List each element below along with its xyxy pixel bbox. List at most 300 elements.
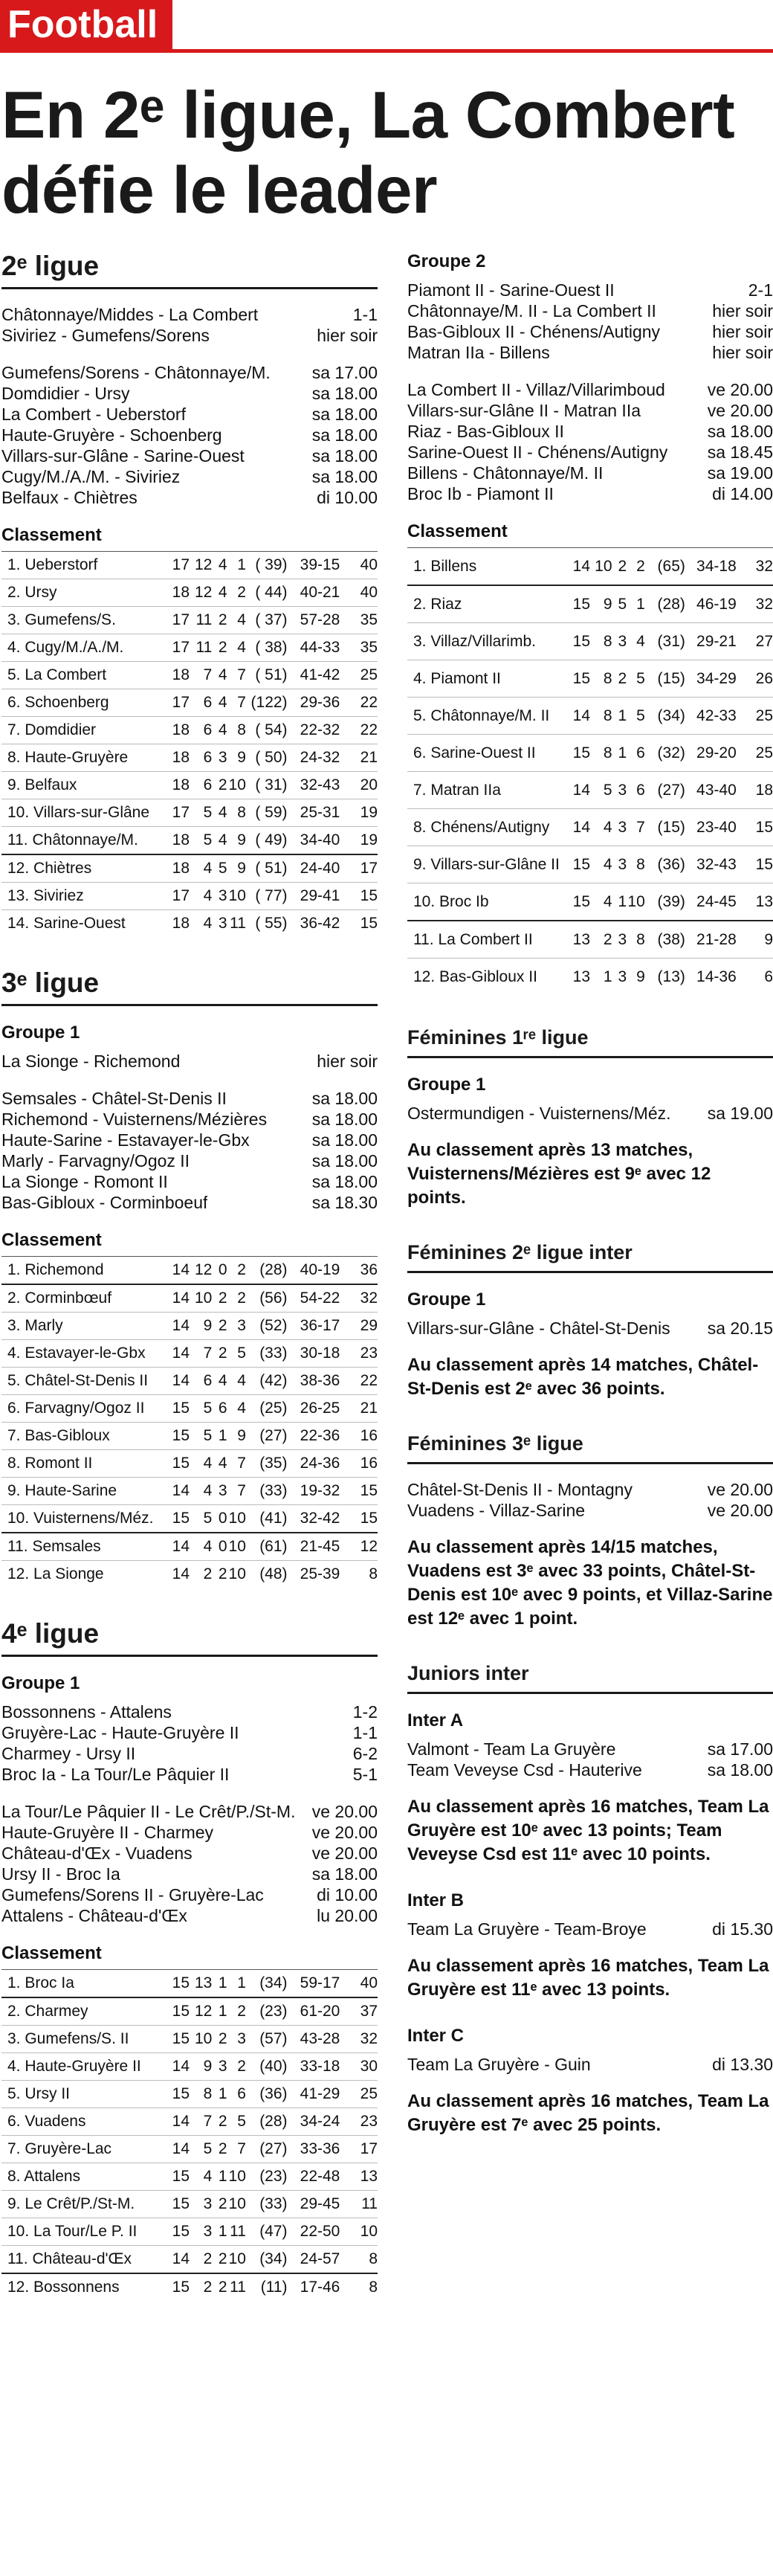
match-row (1, 1764, 378, 1785)
losses-cell: 9 (627, 959, 645, 996)
draws-cell: 4 (212, 579, 227, 607)
points-cell: 15 (340, 1478, 378, 1505)
draws-cell: 3 (612, 846, 627, 883)
fairplay-cell: (122) (246, 689, 288, 717)
fem1-title: Féminines 1ʳᵉ ligue (407, 1026, 589, 1049)
losses-cell: 2 (227, 579, 246, 607)
goals-cell: 22-50 (288, 2218, 340, 2246)
goals-cell: 41-29 (288, 2081, 340, 2108)
table-row (1, 1505, 378, 1533)
losses-cell: 10 (227, 2246, 246, 2274)
losses-cell: 8 (627, 921, 645, 959)
goals-cell: 24-32 (288, 744, 340, 772)
table-row (407, 585, 773, 623)
losses-cell: 7 (627, 809, 645, 846)
team-cell: 8. Attalens (1, 2163, 167, 2191)
match-teams: Haute-Gruyère - Schoenberg (1, 425, 222, 445)
standing-note: Au classement après 14 matches, Châtel-St-Denis est 2ᵉ avec 36 points. (407, 1355, 759, 1399)
groupe2-section (407, 250, 773, 995)
table-row (1, 2026, 378, 2053)
match-row (1, 404, 378, 425)
fairplay-cell: (36) (645, 846, 685, 883)
wins-cell: 12 (190, 552, 212, 579)
table-row (1, 854, 378, 883)
draws-cell: 4 (212, 717, 227, 744)
team-cell: 8. Romont II (1, 1450, 167, 1478)
goals-cell: 33-18 (288, 2053, 340, 2081)
played-cell: 18 (167, 854, 190, 883)
played-cell: 15 (167, 2191, 190, 2218)
goals-cell: 38-36 (288, 1368, 340, 1395)
team-cell: 11. Château-d'Œx (1, 2246, 167, 2274)
team-cell: 5. Châtonnaye/M. II (407, 698, 568, 735)
fairplay-cell: ( 77) (246, 883, 288, 910)
points-cell: 25 (340, 662, 378, 689)
team-cell: 11. Semsales (1, 1533, 167, 1561)
ligue4-title: 4ᵉ ligue (1, 1618, 100, 1649)
team-cell: 9. Le Crêt/P./St-M. (1, 2191, 167, 2218)
rubric-rule (0, 49, 773, 53)
match-row (1, 1150, 378, 1171)
goals-cell: 30-18 (288, 1340, 340, 1368)
points-cell: 27 (737, 623, 773, 660)
draws-cell: 2 (212, 634, 227, 662)
results-list (1, 304, 378, 346)
match-result: ve 20.00 (707, 1501, 773, 1520)
losses-cell: 4 (227, 607, 246, 634)
team-cell: 2. Riaz (407, 585, 568, 623)
team-cell: 10. La Tour/Le P. II (1, 2218, 167, 2246)
match-teams: Châtel-St-Denis II - Montagny (407, 1480, 633, 1499)
wins-cell: 11 (190, 634, 212, 662)
match-result: sa 17.00 (311, 363, 378, 382)
points-cell: 23 (340, 2108, 378, 2136)
match-result: sa 18.00 (311, 384, 378, 403)
match-teams: Piamont II - Sarine-Ouest II (407, 280, 615, 300)
section-rule (407, 1692, 773, 1694)
match-teams: Villars-sur-Glâne II - Matran IIa (407, 401, 641, 420)
wins-cell: 9 (190, 2053, 212, 2081)
played-cell: 18 (167, 744, 190, 772)
draws-cell: 2 (212, 2246, 227, 2274)
team-cell: 3. Gumefens/S. (1, 607, 167, 634)
losses-cell: 8 (627, 846, 645, 883)
match-result: ve 20.00 (311, 1823, 378, 1842)
losses-cell: 10 (227, 2163, 246, 2191)
match-result: sa 18.00 (311, 446, 378, 466)
losses-cell: 8 (227, 717, 246, 744)
fairplay-cell: (65) (645, 548, 685, 586)
fem2-section (407, 1240, 773, 1401)
points-cell: 19 (340, 827, 378, 855)
played-cell: 15 (568, 585, 590, 623)
left-column (1, 250, 378, 2331)
fairplay-cell: ( 50) (246, 744, 288, 772)
losses-cell: 7 (227, 689, 246, 717)
played-cell: 17 (167, 634, 190, 662)
team-cell: 7. Matran IIa (407, 772, 568, 809)
fairplay-cell: (39) (645, 883, 685, 921)
team-cell: 7. Gruyère-Lac (1, 2136, 167, 2163)
losses-cell: 11 (227, 910, 246, 938)
group-label: Groupe 1 (1, 1673, 80, 1693)
team-cell: 2. Ursy (1, 579, 167, 607)
losses-cell: 1 (227, 552, 246, 579)
table-row (1, 2136, 378, 2163)
match-result: di 10.00 (317, 1885, 378, 1904)
fixtures-list (407, 379, 773, 504)
goals-cell: 46-19 (685, 585, 737, 623)
match-row (407, 1103, 773, 1124)
match-teams: La Combert II - Villaz/Villarimboud (407, 380, 665, 399)
match-teams: Marly - Farvagny/Ogoz II (1, 1151, 190, 1171)
table-row (1, 2053, 378, 2081)
goals-cell: 24-36 (288, 1450, 340, 1478)
losses-cell: 10 (227, 883, 246, 910)
match-row (1, 1822, 378, 1843)
team-cell: 4. Estavayer-le-Gbx (1, 1340, 167, 1368)
goals-cell: 21-28 (685, 921, 737, 959)
table-row (1, 2246, 378, 2274)
losses-cell: 5 (227, 2108, 246, 2136)
table-row (407, 548, 773, 586)
match-result: 1-1 (352, 305, 378, 324)
table-row (1, 2081, 378, 2108)
losses-cell: 9 (227, 854, 246, 883)
points-cell: 25 (340, 2081, 378, 2108)
played-cell: 14 (167, 1478, 190, 1505)
losses-cell: 10 (227, 1533, 246, 1561)
match-teams: Broc Ia - La Tour/Le Pâquier II (1, 1765, 230, 1784)
fairplay-cell: ( 49) (246, 827, 288, 855)
match-row (407, 280, 773, 300)
played-cell: 18 (167, 910, 190, 938)
match-result: sa 18.00 (311, 425, 378, 445)
played-cell: 15 (568, 883, 590, 921)
losses-cell: 9 (227, 1423, 246, 1450)
goals-cell: 33-36 (288, 2136, 340, 2163)
match-teams: Villars-sur-Glâne - Châtel-St-Denis (407, 1318, 670, 1338)
losses-cell: 3 (227, 2026, 246, 2053)
match-teams: Haute-Sarine - Estavayer-le-Gbx (1, 1130, 250, 1150)
match-teams: Belfaux - Chiètres (1, 488, 138, 507)
points-cell: 8 (340, 2246, 378, 2274)
match-result: di 13.30 (712, 2055, 773, 2074)
goals-cell: 29-41 (288, 883, 340, 910)
fixtures-list (407, 1103, 773, 1124)
wins-cell: 5 (190, 799, 212, 827)
match-teams: Haute-Gruyère II - Charmey (1, 1823, 214, 1842)
team-cell: 10. Broc Ib (407, 883, 568, 921)
table-row (407, 959, 773, 996)
match-teams: Château-d'Œx - Vuadens (1, 1844, 193, 1863)
fairplay-cell: (27) (246, 2136, 288, 2163)
points-cell: 32 (737, 585, 773, 623)
fairplay-cell: (48) (246, 1561, 288, 1588)
section-rubric: Football (0, 0, 172, 49)
table-row (1, 883, 378, 910)
points-cell: 19 (340, 799, 378, 827)
losses-cell: 5 (627, 698, 645, 735)
goals-cell: 39-15 (288, 552, 340, 579)
table-row (1, 1313, 378, 1340)
losses-cell: 11 (227, 2218, 246, 2246)
team-cell: 12. Bossonnens (1, 2273, 167, 2301)
match-row (407, 1759, 773, 1780)
played-cell: 14 (167, 2053, 190, 2081)
match-row (1, 1884, 378, 1905)
losses-cell: 8 (227, 799, 246, 827)
points-cell: 40 (340, 552, 378, 579)
draws-cell: 6 (212, 1395, 227, 1423)
fairplay-cell: ( 59) (246, 799, 288, 827)
table-row (1, 1284, 378, 1313)
draws-cell: 4 (212, 799, 227, 827)
match-row (1, 304, 378, 325)
match-teams: Villars-sur-Glâne - Sarine-Ouest (1, 446, 245, 466)
draws-cell: 0 (212, 1257, 227, 1285)
goals-cell: 61-20 (288, 1997, 340, 2026)
losses-cell: 2 (227, 2053, 246, 2081)
match-teams: Team La Gruyère - Team-Broye (407, 1919, 647, 1939)
fairplay-cell: (56) (246, 1284, 288, 1313)
match-teams: La Sionge - Richemond (1, 1052, 181, 1071)
draws-cell: 1 (612, 735, 627, 772)
match-row (1, 1801, 378, 1822)
goals-cell: 21-45 (288, 1533, 340, 1561)
goals-cell: 43-40 (685, 772, 737, 809)
draws-cell: 2 (212, 1313, 227, 1340)
match-row (1, 445, 378, 466)
match-teams: Châtonnaye/Middes - La Combert (1, 305, 259, 324)
table-row (1, 607, 378, 634)
wins-cell: 5 (190, 1423, 212, 1450)
goals-cell: 17-46 (288, 2273, 340, 2301)
results-list (407, 280, 773, 363)
fem3-title: Féminines 3ᵉ ligue (407, 1432, 583, 1455)
points-cell: 16 (340, 1450, 378, 1478)
losses-cell: 4 (227, 1395, 246, 1423)
played-cell: 14 (167, 1313, 190, 1340)
table-row (1, 1257, 378, 1285)
match-row (407, 342, 773, 363)
standings-table (407, 547, 773, 995)
losses-cell: 2 (627, 548, 645, 586)
match-result: di 15.30 (712, 1919, 773, 1939)
table-row (407, 698, 773, 735)
played-cell: 14 (167, 1533, 190, 1561)
losses-cell: 6 (227, 2081, 246, 2108)
losses-cell: 3 (227, 1313, 246, 1340)
goals-cell: 22-32 (288, 717, 340, 744)
results-list (1, 1701, 378, 1785)
played-cell: 14 (568, 809, 590, 846)
juniors-section (407, 1661, 773, 2137)
wins-cell: 12 (190, 579, 212, 607)
goals-cell: 34-18 (685, 548, 737, 586)
standing-note: Au classement après 16 matches, Team La Gruyère est 11ᵉ avec 13 points. (407, 1956, 769, 2000)
match-teams: Bas-Gibloux - Corminboeuf (1, 1193, 208, 1212)
played-cell: 14 (568, 698, 590, 735)
fairplay-cell: (15) (645, 809, 685, 846)
match-result: sa 18.00 (311, 1864, 378, 1884)
draws-cell: 2 (212, 1284, 227, 1313)
match-row (1, 1905, 378, 1926)
match-result: sa 19.00 (707, 1104, 773, 1123)
wins-cell: 4 (590, 883, 612, 921)
draws-cell: 1 (212, 1997, 227, 2026)
played-cell: 14 (167, 1340, 190, 1368)
goals-cell: 34-24 (288, 2108, 340, 2136)
goals-cell: 32-43 (685, 846, 737, 883)
draws-cell: 2 (212, 2273, 227, 2301)
fairplay-cell: (28) (246, 1257, 288, 1285)
team-cell: 7. Domdidier (1, 717, 167, 744)
points-cell: 9 (737, 921, 773, 959)
played-cell: 18 (167, 827, 190, 855)
draws-cell: 1 (612, 883, 627, 921)
draws-cell: 2 (212, 1340, 227, 1368)
team-cell: 13. Siviriez (1, 883, 167, 910)
played-cell: 17 (167, 552, 190, 579)
table-row (1, 1423, 378, 1450)
match-row (407, 379, 773, 400)
table-row (407, 772, 773, 809)
points-cell: 18 (737, 772, 773, 809)
fem2-title: Féminines 2ᵉ ligue inter (407, 1241, 633, 1263)
match-row (1, 1743, 378, 1764)
draws-cell: 2 (212, 607, 227, 634)
losses-cell: 10 (227, 1561, 246, 1588)
points-cell: 15 (340, 883, 378, 910)
match-row (407, 1919, 773, 1939)
points-cell: 36 (340, 1257, 378, 1285)
fixtures-list (407, 1919, 773, 1939)
match-teams: La Tour/Le Pâquier II - Le Crêt/P./St-M. (1, 1802, 296, 1821)
team-cell: 4. Haute-Gruyère II (1, 2053, 167, 2081)
match-teams: Charmey - Ursy II (1, 1744, 136, 1763)
table-row (1, 1533, 378, 1561)
wins-cell: 10 (590, 548, 612, 586)
team-cell: 9. Haute-Sarine (1, 1478, 167, 1505)
draws-cell: 1 (212, 1970, 227, 1998)
wins-cell: 10 (190, 1284, 212, 1313)
points-cell: 22 (340, 1368, 378, 1395)
draws-cell: 4 (212, 552, 227, 579)
draws-cell: 3 (612, 809, 627, 846)
losses-cell: 2 (227, 1284, 246, 1313)
match-teams: Ursy II - Broc Ia (1, 1864, 120, 1884)
wins-cell: 11 (190, 607, 212, 634)
table-row (1, 1368, 378, 1395)
standings-table (1, 1256, 378, 1588)
match-row (1, 362, 378, 383)
match-teams: Siviriez - Gumefens/Sorens (1, 326, 210, 345)
draws-cell: 2 (212, 2191, 227, 2218)
losses-cell: 1 (627, 585, 645, 623)
wins-cell: 4 (190, 854, 212, 883)
played-cell: 13 (568, 959, 590, 996)
losses-cell: 11 (227, 2273, 246, 2301)
table-row (407, 660, 773, 698)
played-cell: 15 (568, 623, 590, 660)
table-row (407, 809, 773, 846)
table-row (1, 827, 378, 855)
points-cell: 11 (340, 2191, 378, 2218)
team-cell: 2. Corminbœuf (1, 1284, 167, 1313)
match-result: hier soir (317, 326, 378, 345)
wins-cell: 4 (190, 883, 212, 910)
match-row (1, 425, 378, 445)
table-row (1, 910, 378, 938)
match-result: 1-2 (352, 1702, 378, 1722)
wins-cell: 5 (190, 2136, 212, 2163)
match-row (407, 1500, 773, 1521)
played-cell: 15 (167, 1423, 190, 1450)
goals-cell: 25-31 (288, 799, 340, 827)
played-cell: 14 (167, 2136, 190, 2163)
losses-cell: 9 (227, 744, 246, 772)
team-cell: 7. Bas-Gibloux (1, 1423, 167, 1450)
goals-cell: 57-28 (288, 607, 340, 634)
group-label: Groupe 1 (407, 1289, 486, 1310)
goals-cell: 59-17 (288, 1970, 340, 1998)
match-result: 6-2 (352, 1744, 378, 1763)
team-cell: 1. Ueberstorf (1, 552, 167, 579)
wins-cell: 7 (190, 662, 212, 689)
table-row (1, 689, 378, 717)
team-cell: 6. Vuadens (1, 2108, 167, 2136)
fairplay-cell: ( 31) (246, 772, 288, 799)
match-row (407, 421, 773, 442)
match-result: ve 20.00 (707, 1480, 773, 1499)
group-label: Groupe 2 (407, 251, 486, 271)
fixtures-list (1, 1801, 378, 1926)
match-row (407, 300, 773, 321)
team-cell: 10. Vuisternens/Méz. (1, 1505, 167, 1533)
draws-cell: 3 (612, 623, 627, 660)
fairplay-cell: ( 37) (246, 607, 288, 634)
team-cell: 5. La Combert (1, 662, 167, 689)
fairplay-cell: (40) (246, 2053, 288, 2081)
ligue3-section (1, 967, 378, 1588)
match-row (1, 466, 378, 487)
right-column (407, 250, 773, 2167)
table-row (1, 1450, 378, 1478)
wins-cell: 5 (190, 1395, 212, 1423)
match-result: sa 18.00 (707, 422, 773, 441)
table-row (1, 2163, 378, 2191)
draws-cell: 3 (212, 883, 227, 910)
draws-cell: 4 (212, 689, 227, 717)
team-cell: 4. Piamont II (407, 660, 568, 698)
match-result: sa 18.00 (311, 1151, 378, 1171)
classement-label: Classement (1, 1943, 102, 1963)
played-cell: 15 (167, 1450, 190, 1478)
ligue4-section (1, 1617, 378, 2301)
match-result: sa 18.45 (707, 442, 773, 462)
goals-cell: 32-43 (288, 772, 340, 799)
draws-cell: 5 (212, 854, 227, 883)
played-cell: 14 (167, 2246, 190, 2274)
team-cell: 2. Charmey (1, 1997, 167, 2026)
draws-cell: 2 (212, 2108, 227, 2136)
goals-cell: 34-29 (685, 660, 737, 698)
points-cell: 25 (737, 735, 773, 772)
draws-cell: 3 (612, 959, 627, 996)
losses-cell: 6 (627, 772, 645, 809)
points-cell: 13 (737, 883, 773, 921)
